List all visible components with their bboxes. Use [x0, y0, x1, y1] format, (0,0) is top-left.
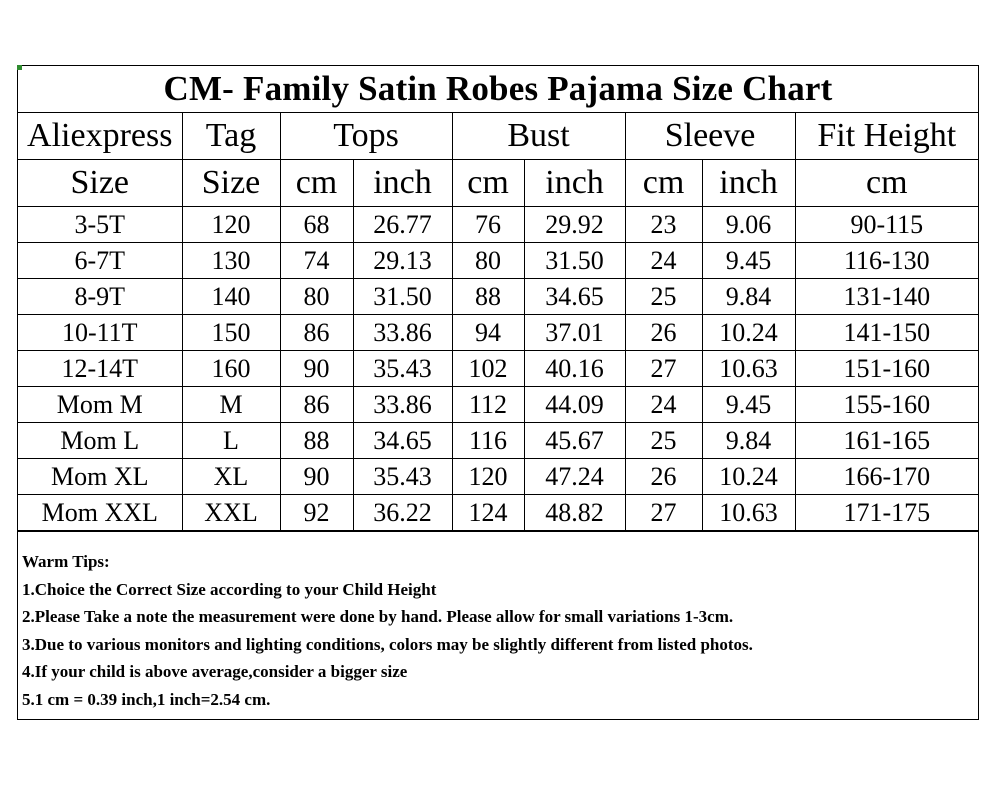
- header-fit-height: Fit Height: [795, 113, 978, 160]
- header-row-1: [18, 113, 978, 160]
- table-row: [18, 207, 978, 243]
- cell-sleeve-cm: 24: [625, 387, 702, 423]
- cell-bust-inch: 47.24: [524, 459, 625, 495]
- header-tag-size-line2: Size: [182, 160, 280, 207]
- cell-tops-cm: 90: [280, 351, 353, 387]
- header-aliexpress-size: Aliexpress: [18, 113, 182, 160]
- cell-sleeve-inch: 9.84: [702, 423, 795, 459]
- size-table: [18, 113, 978, 531]
- cell-size: Mom M: [18, 387, 182, 423]
- cell-sleeve-cm: 26: [625, 315, 702, 351]
- cell-bust-cm: 116: [452, 423, 524, 459]
- cell-tag: 150: [182, 315, 280, 351]
- tip-item: 1.Choice the Correct Size according to your Child Height: [22, 579, 437, 599]
- cell-tops-inch: 36.22: [353, 495, 452, 531]
- header-bust: Bust: [452, 113, 625, 160]
- table-row: [18, 243, 978, 279]
- cell-bust-inch: 45.67: [524, 423, 625, 459]
- tips-heading: Warm Tips:: [22, 552, 110, 571]
- cell-tops-inch: 29.13: [353, 243, 452, 279]
- corner-mark: [17, 65, 22, 70]
- cell-tops-cm: 86: [280, 387, 353, 423]
- cell-sleeve-cm: 23: [625, 207, 702, 243]
- cell-sleeve-inch: 10.63: [702, 495, 795, 531]
- cell-bust-inch: 44.09: [524, 387, 625, 423]
- warm-tips: [18, 531, 978, 714]
- cell-tops-cm: 80: [280, 279, 353, 315]
- table-row: [18, 279, 978, 315]
- cell-tag: M: [182, 387, 280, 423]
- cell-tops-inch: 35.43: [353, 351, 452, 387]
- cell-sleeve-cm: 26: [625, 459, 702, 495]
- header-fit-height-cm: cm: [795, 160, 978, 207]
- cell-tops-cm: 68: [280, 207, 353, 243]
- cell-sleeve-cm: 27: [625, 351, 702, 387]
- cell-size: Mom L: [18, 423, 182, 459]
- cell-tops-inch: 33.86: [353, 315, 452, 351]
- cell-bust-cm: 88: [452, 279, 524, 315]
- cell-tag: 120: [182, 207, 280, 243]
- cell-sleeve-inch: 10.24: [702, 459, 795, 495]
- cell-tops-inch: 26.77: [353, 207, 452, 243]
- table-row: [18, 315, 978, 351]
- cell-sleeve-cm: 25: [625, 279, 702, 315]
- table-row: [18, 423, 978, 459]
- cell-bust-cm: 112: [452, 387, 524, 423]
- cell-tops-cm: 92: [280, 495, 353, 531]
- cell-size: Mom XXL: [18, 495, 182, 531]
- cell-tops-inch: 31.50: [353, 279, 452, 315]
- cell-fit-height: 166-170: [795, 459, 978, 495]
- table-row: [18, 351, 978, 387]
- cell-tag: 140: [182, 279, 280, 315]
- cell-tops-inch: 35.43: [353, 459, 452, 495]
- cell-bust-inch: 37.01: [524, 315, 625, 351]
- cell-fit-height: 151-160: [795, 351, 978, 387]
- cell-bust-cm: 94: [452, 315, 524, 351]
- cell-tops-cm: 90: [280, 459, 353, 495]
- header-bust-inch: inch: [524, 160, 625, 207]
- cell-bust-cm: 120: [452, 459, 524, 495]
- header-row-2: [18, 160, 978, 207]
- header-bust-cm: cm: [452, 160, 524, 207]
- cell-tag: 160: [182, 351, 280, 387]
- cell-bust-inch: 48.82: [524, 495, 625, 531]
- header-sleeve-inch: inch: [702, 160, 795, 207]
- header-sleeve: Sleeve: [625, 113, 795, 160]
- header-sleeve-cm: cm: [625, 160, 702, 207]
- cell-sleeve-cm: 25: [625, 423, 702, 459]
- cell-sleeve-inch: 10.63: [702, 351, 795, 387]
- cell-fit-height: 155-160: [795, 387, 978, 423]
- header-tops-inch: inch: [353, 160, 452, 207]
- tip-item: 4.If your child is above average,consider a bigger size: [22, 662, 408, 682]
- cell-bust-cm: 124: [452, 495, 524, 531]
- cell-fit-height: 131-140: [795, 279, 978, 315]
- cell-size: Mom XL: [18, 459, 182, 495]
- cell-tag: XL: [182, 459, 280, 495]
- cell-sleeve-inch: 10.24: [702, 315, 795, 351]
- cell-tag: L: [182, 423, 280, 459]
- tip-item: 3.Due to various monitors and lighting conditions, colors may be slightly different from listed photos.: [22, 634, 753, 654]
- cell-bust-inch: 40.16: [524, 351, 625, 387]
- cell-size: 3-5T: [18, 207, 182, 243]
- cell-size: 8-9T: [18, 279, 182, 315]
- cell-tops-cm: 74: [280, 243, 353, 279]
- size-chart: [17, 65, 979, 720]
- cell-bust-inch: 29.92: [524, 207, 625, 243]
- cell-tops-inch: 33.86: [353, 387, 452, 423]
- cell-sleeve-inch: 9.45: [702, 243, 795, 279]
- cell-size: 6-7T: [18, 243, 182, 279]
- header-aliexpress-size-line2: Size: [18, 160, 182, 207]
- cell-size: 12-14T: [18, 351, 182, 387]
- cell-fit-height: 161-165: [795, 423, 978, 459]
- cell-tops-cm: 88: [280, 423, 353, 459]
- cell-bust-inch: 31.50: [524, 243, 625, 279]
- header-tops-cm: cm: [280, 160, 353, 207]
- tip-item: 5.1 cm = 0.39 inch,1 inch=2.54 cm.: [22, 689, 271, 709]
- chart-title: CM- Family Satin Robes Pajama Size Chart: [18, 66, 978, 113]
- cell-sleeve-inch: 9.06: [702, 207, 795, 243]
- cell-tag: XXL: [182, 495, 280, 531]
- cell-tops-inch: 34.65: [353, 423, 452, 459]
- header-tops: Tops: [280, 113, 452, 160]
- cell-tops-cm: 86: [280, 315, 353, 351]
- table-row: [18, 495, 978, 531]
- header-tag-size: Tag: [182, 113, 280, 160]
- cell-fit-height: 171-175: [795, 495, 978, 531]
- cell-bust-inch: 34.65: [524, 279, 625, 315]
- table-row: [18, 459, 978, 495]
- cell-fit-height: 141-150: [795, 315, 978, 351]
- cell-bust-cm: 76: [452, 207, 524, 243]
- cell-bust-cm: 102: [452, 351, 524, 387]
- cell-sleeve-cm: 24: [625, 243, 702, 279]
- cell-sleeve-inch: 9.84: [702, 279, 795, 315]
- cell-sleeve-cm: 27: [625, 495, 702, 531]
- cell-size: 10-11T: [18, 315, 182, 351]
- cell-bust-cm: 80: [452, 243, 524, 279]
- cell-fit-height: 90-115: [795, 207, 978, 243]
- table-row: [18, 387, 978, 423]
- tip-item: 2.Please Take a note the measurement were done by hand. Please allow for small variations 1-3cm.: [22, 607, 734, 627]
- cell-tag: 130: [182, 243, 280, 279]
- cell-fit-height: 116-130: [795, 243, 978, 279]
- cell-sleeve-inch: 9.45: [702, 387, 795, 423]
